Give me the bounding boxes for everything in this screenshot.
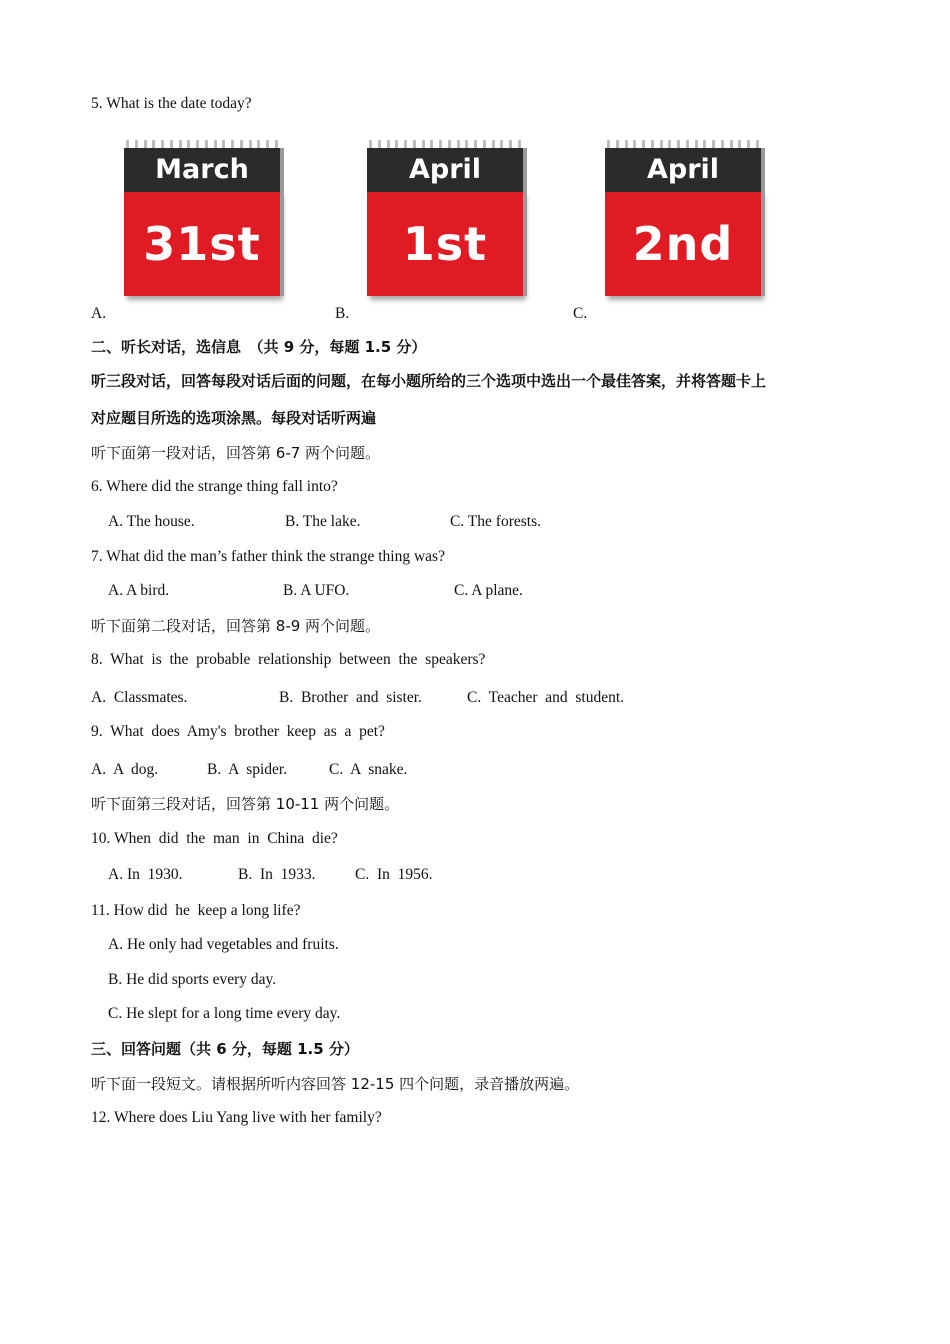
q6-option-c: C. The forests.: [450, 513, 541, 530]
q7-option-a: A. A bird.: [108, 582, 170, 599]
calendar-option-a: [124, 140, 280, 296]
section-2-heading: 二、听长对话，选信息 （共 9 分，每题 1.5 分）: [91, 338, 427, 356]
calendar-day: 1st: [367, 192, 523, 296]
q9-option-b: B. A spider.: [207, 761, 288, 778]
dialog-1-intro: 听下面第一段对话，回答第 6-7 两个问题。: [91, 444, 381, 462]
dialog-2-intro: 听下面第二段对话，回答第 8-9 两个问题。: [91, 617, 381, 635]
q11-option-b: B. He did sports every day.: [108, 971, 277, 988]
question-7: 7. What did the man’s father think the strange thing was?: [91, 548, 445, 565]
option-a-label: A.: [91, 305, 107, 322]
question-8: 8. What is the probable relationship between the speakers?: [91, 651, 486, 668]
calendar-month: April: [367, 148, 523, 192]
question-9: 9. What does Amy's brother keep as a pet?: [91, 723, 385, 740]
q10-option-c: C. In 1956.: [355, 866, 433, 883]
question-12: 12. Where does Liu Yang live with her family?: [91, 1109, 382, 1126]
section-3-instruction: 听下面一段短文。请根据所听内容回答 12-15 四个问题，录音播放两遍。: [91, 1075, 580, 1093]
section-2-instruction-1: 听三段对话，回答每段对话后面的问题，在每小题所给的三个选项中选出一个最佳答案，并将答题卡上: [91, 372, 767, 390]
calendar-day: 31st: [124, 192, 280, 296]
section-3-heading: 三、回答问题（共 6 分，每题 1.5 分）: [91, 1040, 359, 1058]
option-c-label: C.: [573, 305, 588, 322]
q9-option-a: A. A dog.: [91, 761, 159, 778]
calendar-month: April: [605, 148, 761, 192]
calendar-day: 2nd: [605, 192, 761, 296]
q10-option-a: A. In 1930.: [108, 866, 183, 883]
dialog-3-intro: 听下面第三段对话，回答第 10-11 两个问题。: [91, 795, 400, 813]
question-11: 11. How did he keep a long life?: [91, 902, 301, 919]
question-10: 10. When did the man in China die?: [91, 830, 338, 847]
option-b-label: B.: [335, 305, 350, 322]
q6-option-b: B. The lake.: [285, 513, 361, 530]
question-5: 5. What is the date today?: [91, 95, 252, 112]
calendar-option-c: [605, 140, 761, 296]
q7-option-b: B. A UFO.: [283, 582, 350, 599]
section-2-instruction-2: 对应题目所选的选项涂黑。每段对话听两遍: [91, 409, 377, 427]
q10-option-b: B. In 1933.: [238, 866, 316, 883]
calendar-option-b: [367, 140, 523, 296]
q11-option-c: C. He slept for a long time every day.: [108, 1005, 341, 1022]
q8-option-b: B. Brother and sister.: [279, 689, 422, 706]
question-6: 6. Where did the strange thing fall into?: [91, 478, 338, 495]
q8-option-c: C. Teacher and student.: [467, 689, 625, 706]
q9-option-c: C. A snake.: [329, 761, 408, 778]
q7-option-c: C. A plane.: [454, 582, 523, 599]
q6-option-a: A. The house.: [108, 513, 195, 530]
q8-option-a: A. Classmates.: [91, 689, 188, 706]
q11-option-a: A. He only had vegetables and fruits.: [108, 936, 339, 953]
calendar-month: March: [124, 148, 280, 192]
